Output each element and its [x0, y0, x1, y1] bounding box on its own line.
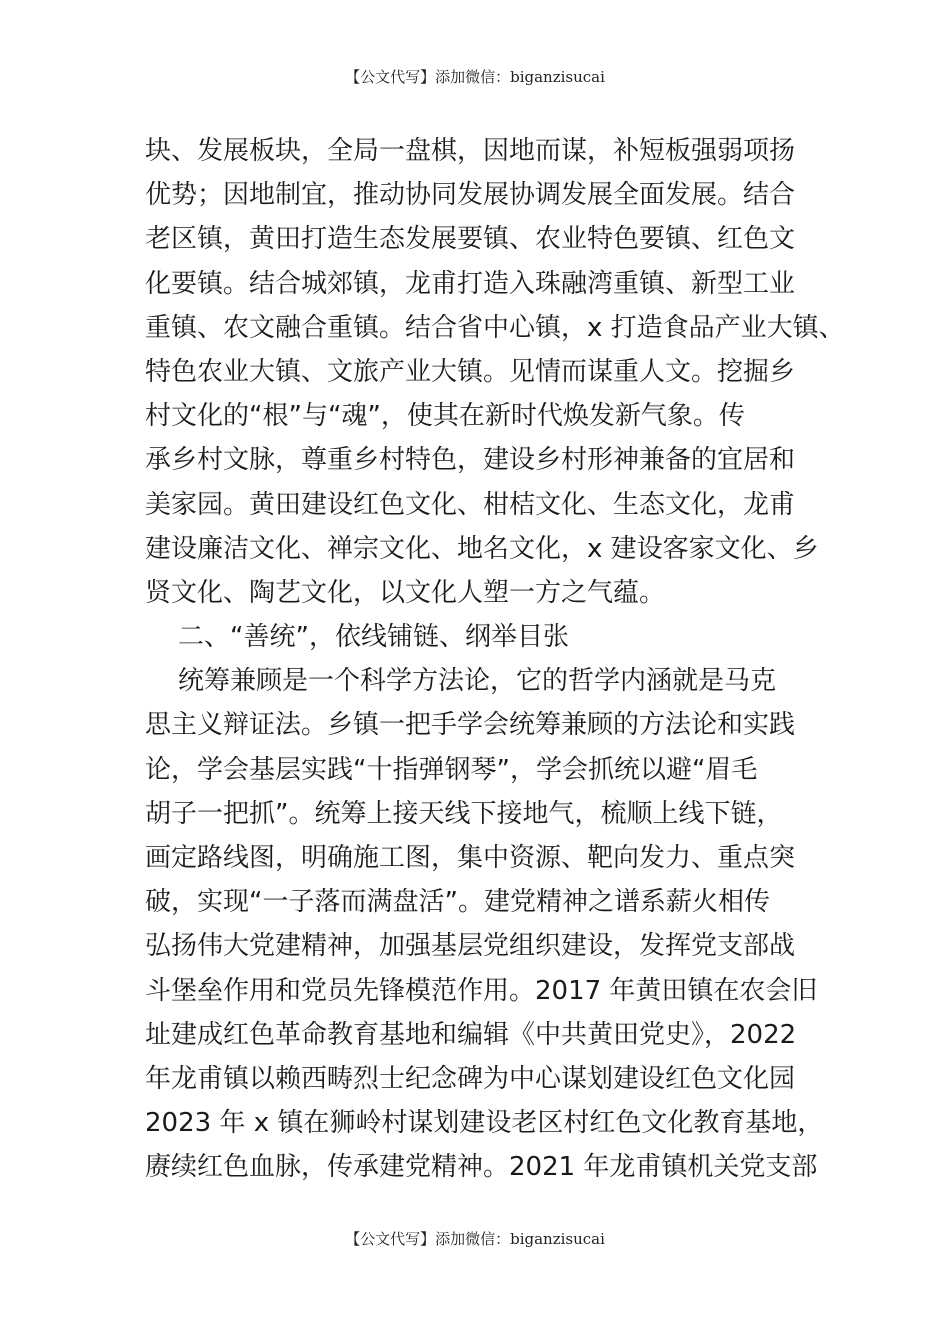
text-line: 优势；因地制宜，推动协同发展协调发展全面发展。结合: [145, 180, 796, 211]
text-line: 老区镇，黄田打造生态发展要镇、农业特色要镇、红色文: [145, 224, 796, 255]
text-line: 贤文化、陶艺文化，以文化人塑一方之气蕴。: [145, 577, 666, 608]
text-line: 建设廉洁文化、禅宗文化、地名文化，x 建设客家文化、乡: [145, 533, 819, 564]
page-header: 【公文代写】添加微信：biganzisucai: [345, 68, 605, 86]
text-line: 重镇、农文融合重镇。结合省中心镇，x 打造食品产业大镇、: [145, 312, 845, 343]
text-line: 赓续红色血脉，传承建党精神。2021 年龙甫镇机关党支部: [145, 1152, 818, 1183]
text-line: 块、发展板块，全局一盘棋，因地而谋，补短板强弱项扬: [145, 136, 796, 166]
text-line: 斗堡垒作用和党员先锋模范作用。2017 年黄田镇在农会旧: [145, 975, 818, 1006]
text-line: 址建成红色革命教育基地和编辑《中共黄田党史》，2022: [145, 1019, 797, 1050]
text-line: 画定路线图，明确施工图，集中资源、靶向发力、重点突: [145, 843, 796, 873]
text-line: 破，实现“一子落而满盘活”。建党精神之谱系薪火相传: [145, 887, 770, 918]
text-line: 统筹兼顾是一个科学方法论，它的哲学内涵就是马克: [145, 666, 777, 697]
text-line: 2023 年 x 镇在狮岭村谋划建设老区村红色文化教育基地，: [145, 1108, 824, 1139]
text-line: 胡子一把抓”。统筹上接天线下接地气，梳顺上线下链，: [145, 798, 783, 829]
section-heading: 二、“善统”，依线铺链、纲举目张: [145, 622, 569, 653]
text-line: 美家园。黄田建设红色文化、柑桔文化、生态文化，龙甫: [145, 489, 796, 520]
text-line: 村文化的“根”与“魂”，使其在新时代焕发新气象。传: [145, 401, 745, 432]
text-line: 化要镇。结合城郊镇，龙甫打造入珠融湾重镇、新型工业: [145, 268, 796, 299]
text-line: 承乡村文脉，尊重乡村特色，建设乡村形神兼备的宜居和: [145, 445, 796, 476]
text-line: 论，学会基层实践“十指弹钢琴”，学会抓统以避“眉毛: [145, 754, 758, 785]
text-line: 思主义辩证法。乡镇一把手学会统筹兼顾的方法论和实践: [145, 710, 796, 741]
text-line: 年龙甫镇以赖西畴烈士纪念碑为中心谋划建设红色文化园: [145, 1063, 796, 1094]
page-footer: 【公文代写】添加微信：biganzisucai: [345, 1230, 605, 1248]
text-line: 弘扬伟大党建精神，加强基层党组织建设，发挥党支部战: [145, 931, 796, 962]
body-text: [145, 129, 845, 1190]
text-line: 特色农业大镇、文旅产业大镇。见情而谋重人文。挖掘乡: [145, 356, 796, 387]
